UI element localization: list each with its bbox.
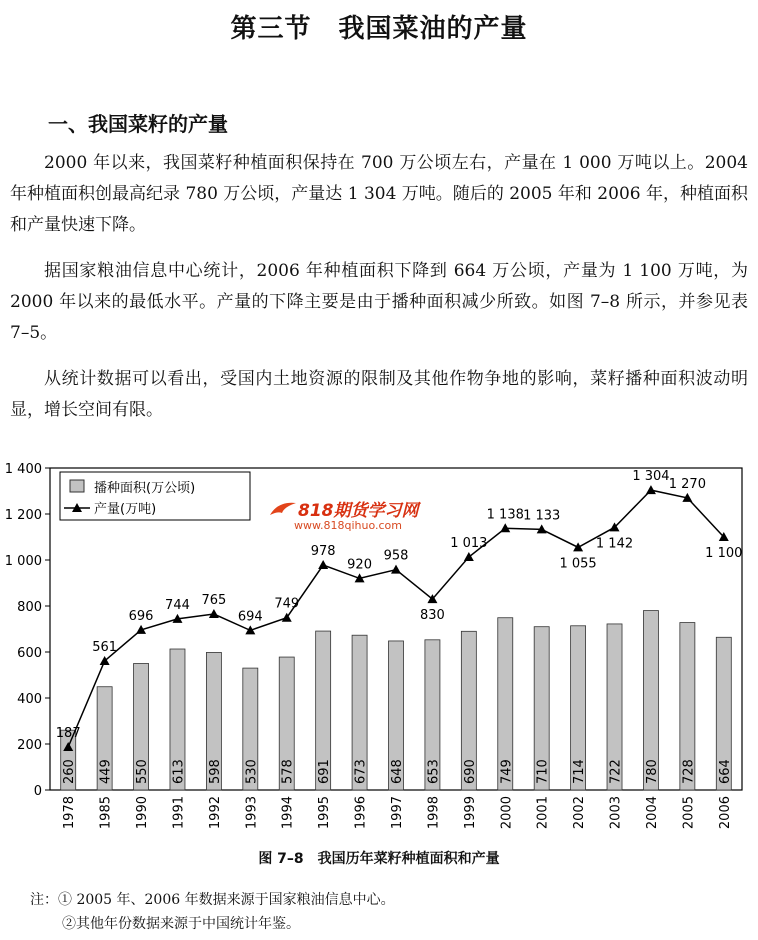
line-value-label: 1 138 — [486, 507, 524, 523]
x-tick-label: 1992 — [207, 796, 223, 830]
x-tick-label: 1995 — [317, 796, 333, 830]
line-point — [573, 542, 583, 551]
x-tick-label: 1997 — [390, 796, 405, 830]
x-tick-label: 2006 — [717, 796, 733, 830]
flame-icon — [268, 499, 298, 519]
x-tick-label: 1999 — [462, 796, 478, 830]
line-value-label: 1 100 — [705, 546, 743, 561]
subsection-title: 一、我国菜籽的产量 — [48, 112, 228, 136]
paragraph-2: 据国家粮油信息中心统计，2006 年种植面积下降到 664 万公顷，产量为 1 100 万吨，为 2000 年以来的最低水平。产量的下降主要是由于播种面积减少所致。如图 7–8 所示，并参见表 7–5。 — [10, 261, 748, 343]
bar-value-label: 780 — [644, 759, 660, 784]
x-tick-label: 2004 — [644, 796, 660, 830]
section-title: 第三节 我国菜油的产量 — [230, 14, 528, 44]
line-value-label: 830 — [420, 608, 445, 624]
x-tick-label: 1990 — [135, 796, 151, 830]
line-value-label: 694 — [237, 609, 263, 625]
bar-value-label: 578 — [280, 759, 296, 784]
bar-value-label: 260 — [62, 759, 78, 784]
figure-caption: 图 7–8 我国历年菜籽种植面积和产量 — [258, 851, 500, 867]
line-value-label: 696 — [128, 608, 154, 624]
y-tick-label: 200 — [17, 738, 42, 753]
y-tick-label: 1 400 — [4, 462, 42, 477]
line-value-label: 1 304 — [632, 469, 670, 485]
line-value-label: 187 — [55, 725, 81, 741]
bar-value-label: 664 — [717, 759, 733, 784]
watermark-url: www.818qihuo.com — [294, 519, 402, 532]
paragraph-1: 2000 年以来，我国菜籽种植面积保持在 700 万公顷左右，产量在 1 000 万吨以上。2004 年种植面积创最高纪录 780 万公顷，产量达 1 304 万吨。随后的 2005 年和 2006 年，种植面积和产量快速下降。 — [10, 153, 748, 235]
x-tick-label: 1978 — [62, 796, 78, 830]
line-value-label: 1 055 — [559, 556, 597, 572]
note-2: ②其他年份数据来源于中国统计年鉴。 — [62, 916, 300, 932]
x-tick-label: 1993 — [244, 796, 260, 830]
bar-value-label: 598 — [207, 759, 223, 784]
bar-value-label: 673 — [353, 759, 369, 784]
line-value-label: 765 — [201, 593, 227, 609]
paragraph-3: 从统计数据可以看出，受国内土地资源的限制及其他作物争地的影响，菜籽播种面积波动明显，增长空间有限。 — [10, 369, 748, 420]
x-tick-label: 1985 — [98, 796, 114, 830]
legend-bar-label: 播种面积(万公顷) — [94, 481, 196, 496]
line-point — [282, 613, 292, 622]
line-value-label: 958 — [383, 548, 409, 564]
y-tick-label: 800 — [17, 600, 42, 615]
bar-value-label: 449 — [98, 759, 114, 784]
bar-value-label: 550 — [135, 759, 151, 784]
line-value-label: 1 013 — [450, 536, 488, 552]
y-tick-label: 0 — [33, 784, 42, 799]
bar-value-label: 530 — [244, 759, 260, 784]
bar-value-label: 653 — [426, 759, 442, 784]
bar-value-label: 648 — [390, 759, 405, 784]
line-point — [646, 485, 656, 494]
line-value-label: 1 270 — [668, 476, 706, 492]
x-tick-label: 2005 — [681, 796, 697, 830]
y-tick-label: 1 000 — [4, 554, 42, 569]
x-tick-label: 1996 — [353, 796, 369, 830]
note-1: 注：① 2005 年、2006 年数据来源于国家粮油信息中心。 — [30, 892, 395, 908]
bar-value-label: 728 — [681, 759, 697, 784]
bar-value-label: 613 — [171, 759, 187, 784]
bar-value-label: 714 — [572, 759, 588, 784]
line-value-label: 1 133 — [523, 508, 561, 524]
bar-value-label: 690 — [462, 759, 478, 784]
x-tick-label: 2000 — [499, 796, 515, 830]
watermark-brand: 818期货学习网 — [298, 501, 419, 521]
legend-line-label: 产量(万吨) — [94, 502, 157, 517]
line-point — [391, 565, 401, 574]
line-point — [318, 560, 328, 569]
x-tick-label: 1994 — [280, 796, 296, 830]
y-tick-label: 400 — [17, 692, 42, 707]
x-tick-label: 2003 — [608, 796, 624, 830]
line-value-label: 744 — [165, 597, 190, 613]
line-value-label: 1 142 — [595, 536, 634, 552]
x-tick-label: 1991 — [171, 796, 187, 830]
legend-bar-swatch — [70, 480, 84, 492]
bar-value-label: 722 — [608, 759, 624, 784]
watermark-logo — [268, 496, 419, 532]
bar-value-label: 710 — [535, 759, 551, 784]
x-tick-label: 2001 — [535, 796, 551, 830]
line-value-label: 749 — [274, 596, 300, 612]
y-tick-label: 1 200 — [4, 508, 42, 523]
bar-value-label: 691 — [317, 759, 333, 784]
bar-value-label: 749 — [499, 759, 515, 784]
line-value-label: 561 — [92, 639, 118, 655]
y-tick-label: 600 — [17, 646, 42, 661]
x-tick-label: 1998 — [426, 796, 442, 830]
x-tick-label: 2002 — [572, 796, 588, 830]
line-point — [209, 609, 219, 618]
line-value-label: 920 — [347, 557, 372, 573]
line-value-label: 978 — [310, 544, 336, 560]
